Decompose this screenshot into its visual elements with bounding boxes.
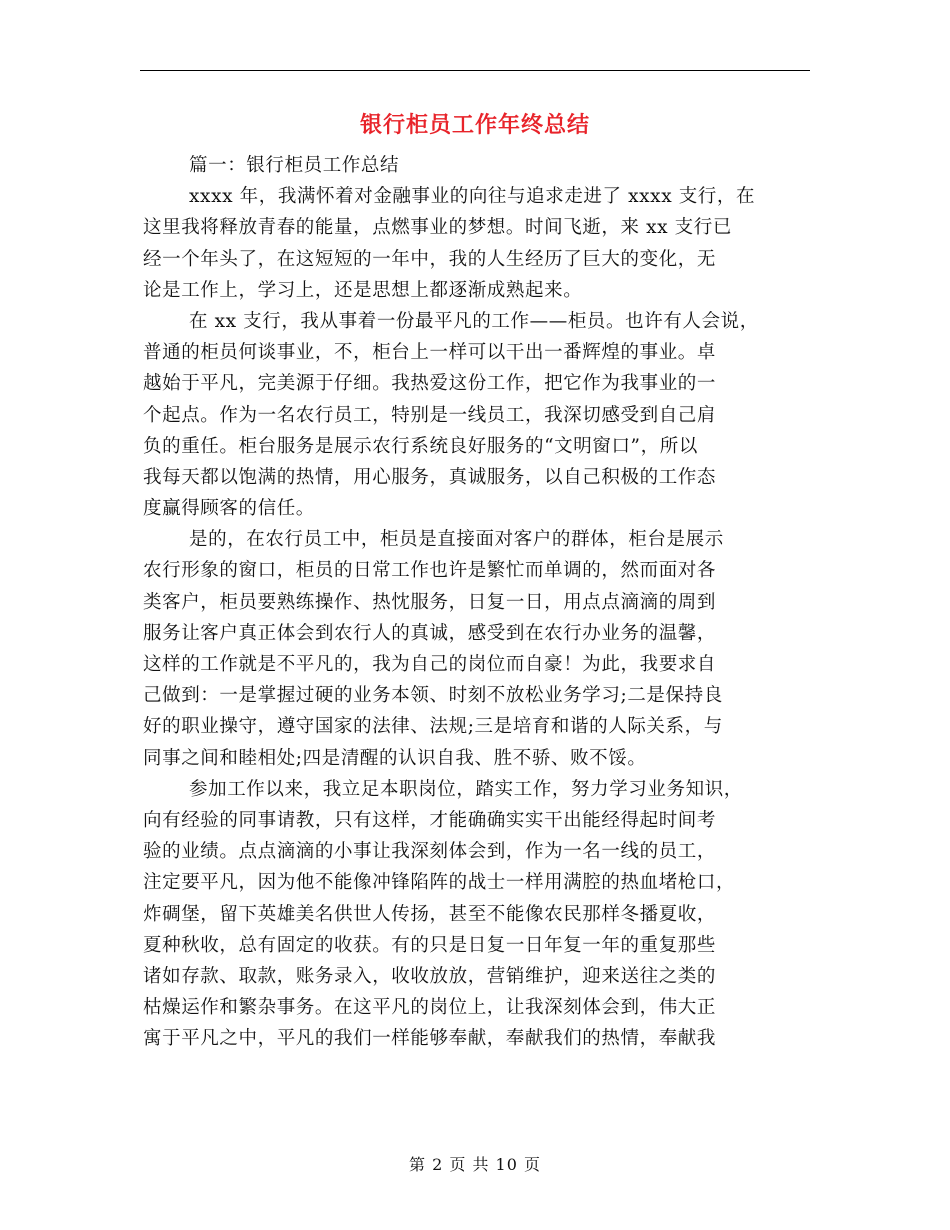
text-line: 寓于平凡之中，平凡的我们一样能够奉献，奉献我们的热情，奉献我 — [143, 1028, 717, 1050]
text-line: 服务让客户真正体会到农行人的真诚，感受到在农行办业务的温馨， — [143, 622, 717, 644]
text-line: 枯燥运作和繁杂事务。在这平凡的岗位上，让我深刻体会到，伟大正 — [143, 997, 717, 1019]
header-rule — [140, 70, 810, 71]
paragraph-first-line: 篇一：银行柜员工作总结 — [189, 155, 400, 176]
paragraph-first-line: 参加工作以来，我立足本职岗位，踏实工作，努力学习业务知识， — [189, 778, 743, 800]
document-body — [143, 150, 813, 1054]
page-number-footer: 第 2 页 共 10 页 — [409, 1155, 541, 1174]
text-line: 这里我将释放青春的能量，点燃事业的梦想。时间飞逝，来 xx 支行已 — [143, 217, 732, 239]
paragraph-first-line: 是的，在农行员工中，柜员是直接面对客户的群体，柜台是展示 — [189, 529, 724, 551]
text-line: 好的职业操守，遵守国家的法律、法规;三是培育和谐的人际关系，与 — [143, 716, 723, 738]
text-line: 类客户，柜员要熟练操作、热忱服务，日复一日，用点点滴滴的周到 — [143, 591, 717, 613]
text-line: 度赢得顾客的信任。 — [143, 498, 315, 520]
text-line: 越始于平凡，完美源于仔细。我热爱这份工作，把它作为我事业的一 — [143, 373, 717, 395]
text-line: 论是工作上，学习上，还是思想上都逐渐成熟起来。 — [143, 279, 583, 301]
document-title: 银行柜员工作年终总结 — [359, 112, 590, 138]
text-line: 注定要平凡，因为他不能像冲锋陷阵的战士一样用满腔的热血堵枪口， — [143, 872, 736, 894]
text-line: 负的重任。柜台服务是展示农行系统良好服务的“文明窗口”，所以 — [143, 435, 698, 457]
text-line: 验的业绩。点点滴滴的小事让我深刻体会到，作为一名一线的员工， — [143, 841, 717, 863]
text-line: 这样的工作就是不平凡的，我为自己的岗位而自豪！为此，我要求自 — [143, 654, 717, 675]
text-line: 我每天都以饱满的热情，用心服务，真诚服务，以自己积极的工作态 — [143, 466, 717, 488]
text-line: 同事之间和睦相处;四是清醒的认识自我、胜不骄、败不馁。 — [143, 747, 647, 769]
paragraph-first-line: 在 xx 支行，我从事着一份最平凡的工作——柜员。也许有人会说， — [189, 310, 759, 332]
text-line: 诸如存款、取款，账务录入，收收放放，营销维护，迎来送往之类的 — [143, 965, 717, 987]
text-line: 普通的柜员何谈事业，不，柜台上一样可以干出一番辉煌的事业。卓 — [143, 342, 717, 364]
text-line: 农行形象的窗口，柜员的日常工作也许是繁忙而单调的，然而面对各 — [143, 560, 717, 582]
text-line: 向有经验的同事请教，只有这样，才能确确实实干出能经得起时间考 — [143, 809, 717, 831]
text-line: 个起点。作为一名农行员工，特别是一线员工，我深切感受到自己肩 — [143, 404, 717, 426]
text-line: 夏种秋收，总有固定的收获。有的只是日复一日年复一年的重复那些 — [143, 934, 717, 956]
text-line: 经一个年头了，在这短短的一年中，我的人生经历了巨大的变化，无 — [143, 248, 717, 270]
paragraph-first-line: xxxx 年，我满怀着对金融事业的向往与追求走进了 xxxx 支行，在 — [189, 186, 756, 208]
text-line: 炸碉堡，留下英雄美名供世人传扬，甚至不能像农民那样冬播夏收， — [143, 903, 717, 925]
text-line: 己做到：一是掌握过硬的业务本领、时刻不放松业务学习;二是保持良 — [143, 685, 723, 707]
